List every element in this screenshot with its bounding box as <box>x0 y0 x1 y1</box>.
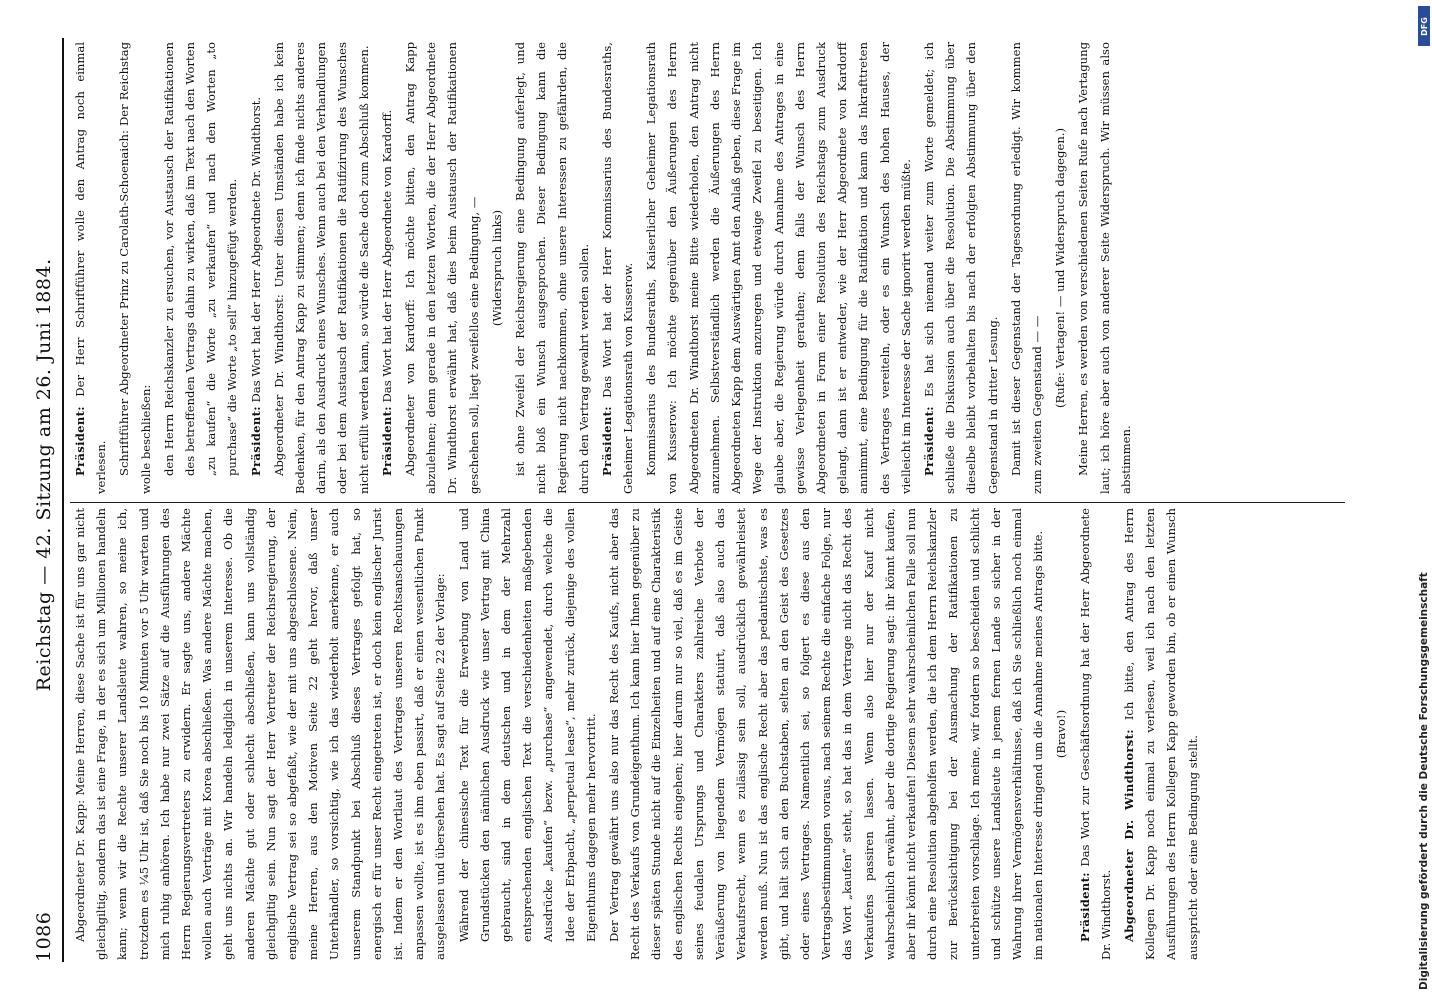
left-column <box>70 508 1345 960</box>
paragraph-text: Abgeordneter Dr. Windthorst: Unter diesen Umständen habe ich kein Bedenken, für den Antrag Kapp zu stimmen; denn ich finde nichts anderes darin, als den Ausdruck eines Wunsches. Wenn auch bei den Verhandlungen oder bei dem Austausch der Ratifikationen die Ratifizirung des Wunsches nicht erfüllt werden kann, so würde die Sache doch zum Abschluß kommen. <box>271 42 371 494</box>
paragraph-text: Während der chinesische Text für die Erwerbung von Land und Grundstücken den nämlichen Ausdruck wie unser Vertrag mit China gebraucht, sind in dem deutschen und in dem der Mehrzahl entsprechenden englischen Text die verschiedenheiten maßgebenden Ausdrücke „kaufen“ bezw. „purchase“ angewendet, durch welche die Idee der Erbpacht, „perpetual lease“, mehr zurück, diejenige des vollen Eigenthums dagegen mehr hervortritt. <box>456 508 598 942</box>
right-column <box>70 42 1345 494</box>
paragraph-text: Meine Herren, es werden von verschiedenen Seiten Rufe nach Vertagung laut; ich höre aber auch von anderer Seite Widerspruch. Wir müssen also abstimmen. <box>1076 42 1133 494</box>
paragraph-text: Der Herr Schriftführer wolle den Antrag noch einmal verlesen. <box>73 42 109 494</box>
speaker-label: Präsident: <box>73 406 87 476</box>
paragraph-text: (Widerspruch links) <box>489 209 504 327</box>
paragraph-text: (Bravo!) <box>1054 709 1069 759</box>
speaker-label: Präsident: <box>248 406 263 476</box>
digitization-credit <box>1401 0 1431 1000</box>
paragraph <box>454 508 602 960</box>
paragraph-text: Abgeordneter von Kardorff: Ich möchte bitten, den Antrag Kapp abzulehnen; denn gerade in den letzten Worten, die der Herr Abgeordnete Dr. Windthorst erwähnt hat, daß dies beim Austausch der Ratifikationen geschehen soll, liegt zweifellos eine Bedingung, — <box>403 42 481 494</box>
paragraph-text: Das Wort hat der Herr Kommissarius des Bundesraths, Geheimer Legationsrath von Kusserow. <box>599 42 636 494</box>
paragraph <box>377 42 398 494</box>
paragraph <box>487 42 508 494</box>
paragraph-text: Schriftführer Abgeordneter Prinz zu Carolath-Schoenaich: Der Reichstag wolle beschließen: <box>117 42 153 494</box>
paragraph <box>597 42 639 494</box>
paragraph <box>246 42 267 494</box>
paragraph <box>70 42 112 494</box>
paragraph <box>1075 508 1117 960</box>
paragraph-text: Abgeordneter Dr. Kapp: Meine Herren, diese Sache ist für uns gar nicht gleichgiltig, sondern das ist eine Frage, in der es sich um Millionen handeln kann; wenn wir die Rechte unserer Landsleute wahren, so meine ich, trotzdem es ¼5 Uhr ist, daß Sie noch bis 10 Minuten vor 5 Uhr warten und mich ruhig anhören. Ich habe nur zwei Sätze auf die Ausführungen des Herrn Regierungsvertreters zu erwidern. Er sagte uns, andere Mächte wollen auch Verträge mit Korea abschließen. Was andere Mächte machen, geht uns nichts an. Wir handeln lediglich in unserem Interesse. Ob die anderen Mächte gut oder schlecht abschließen, kann uns vollständig gleichgiltig sein. Nun sagt der Herr Vertreter der Reichsregierung, der englische Vertrag sei so abgefaßt, wie der mit uns abgeschlossene. Nein, meine Herren, aus den Motiven Seite 22 geht hervor, daß unser Unterhändler, so vorsichtig, wie ich das wiederholt anerkenne, er auch unserem Standpunkt bei Abschluß dieses Vertrages gefolgt hat, so energisch er für unser Recht eingetreten ist, er doch kein englischer Jurist ist. Indem er den Wortlaut des Vertrages unseren Rechtsanschauungen anpassen wollte, ist es ihm eben passirt, daß er einen wesentlichen Punkt ausgelassen und übersehen hat. Es sagt auf Seite 22 der Vorlage: <box>73 508 448 960</box>
paragraph-text: Ich bitte, den Antrag des Herrn Kollegen Dr. Kapp noch einmal zu verlesen, weil ich nach den letzten Ausführungen des Herrn Kollegen Kapp geworden bin, ob er einen Wunsch ausspricht oder eine Bedingung stellt. <box>1121 508 1200 960</box>
paragraph <box>604 508 1049 960</box>
paragraph <box>70 508 452 960</box>
paragraph <box>510 42 595 494</box>
paragraph-text: Kommissarius des Bundesraths, Kaiserlicher Geheimer Legationsrath von Kusserow: Ich möchte gegenüber den Äußerungen des Herrn Abgeordneten Dr. Windthorst meine Bitte wiederholen, den Antrag nicht anzunehmen. Selbstverständlich werden die Äußerungen des Herrn Abgeordneten Kapp dem Auswärtigen Amt den Anlaß geben, diese Frage im Wege der Instruktion anzuregen und etwaige Zweifel zu beseitigen. Ich glaube aber, die Regierung würde durch Annahme des Antrages in eine gewisse Verlegenheit gerathen; denn falls der Wunsch des Herrn Abgeordneten in Form einer Resolution des Reichstags zum Ausdruck gelangt, dann ist er entweder, wie der Herr Abgeordnete von Kardorff annimmt, eine Bedingung für die Ratifikation und kann das Inkrafttreten des Vertrages vereiteln, oder es ein Wunsch des hohen Hauses, der vielleicht im Interesse der Sache ignorirt werden müßte. <box>644 42 913 494</box>
page-header <box>30 38 58 962</box>
paragraph <box>1006 42 1048 494</box>
paragraph-text: Der Vertrag gewährt uns also nur das Recht des Kaufs, nicht aber das Recht des Verkaufs von Grundeigenthum. Ich kann hier Ihnen gegenüber zu dieser späten Stunde nicht auf die Einzelheiten und auf eine Charakteristik des englischen Rechts eingehen; hier darum nur so viel, daß es im Geiste seines feudalen Ursprungs und Charakters zahlreiche Verbote der Veräußerung von liegendem Vermögen statuirt, daß also auch das Verkaufsrecht, wenn es zulässig sein soll, ausdrücklich gewährleistet werden muß. Nun ist das englische Recht aber das pedantischste, was es gibt, und hält sich an den Buchstaben, selten an den Geist des Gesetzes oder eines Vertrages. Namentlich sei, so folgert es diese aus den Vertragsbestimmungen voraus, nach seinem Rechte die einfache Folge, nur das Wort „kaufen“ steht, so hat das in dem Vertrage nicht das Recht des Verkaufens passiren lassen. Wenn also hier nur der Kauf nicht wahrscheinlich erwähnt, aber die dortige Regierung sagt: ihr könnt kaufen, aber ihr könnt nicht verkaufen! Diesem sehr wahrscheinlichen Falle soll nun durch eine Resolution abgeholfen werden, die ich dem Herrn Reichskanzler zur Berücksichtigung bei der Ausmachung der Ratifikationen zu unterbreiten vorschlage. Ich meine, wir fordern so bescheiden und schlicht und schütze unsere Landsleute in jenem fernen Lande so sicher in der Wahrung ihrer Vermögensverhältnisse, daß ich Sie schließlich noch einmal im nationalen Interesse dringend um die Annahme meines Antrags bitte. <box>607 508 1046 960</box>
page-title: Reichstag — 42. Sitzung am 26. Juni 1884. <box>33 258 55 692</box>
page-number: 1086 <box>33 911 55 962</box>
paragraph-text: Das Wort zur Geschäftsordnung hat der Herr Abgeordnete Dr. Windthorst. <box>1077 508 1113 960</box>
paragraph <box>1119 508 1204 960</box>
speaker-label: Präsident: <box>599 406 614 476</box>
paragraph-text: Das Wort hat der Herr Abgeordnete von Kardorff. <box>379 109 394 407</box>
paragraph-text: Das Wort hat der Herr Abgeordnete Dr. Windthorst. <box>248 96 263 407</box>
speaker-label: Präsident: <box>379 406 394 476</box>
paragraph <box>114 42 156 494</box>
paragraph <box>641 42 917 494</box>
paragraph <box>1073 42 1137 494</box>
paragraph <box>1051 508 1072 960</box>
paragraph-text: den Herrn Reichskanzler zu ersuchen, vor Austausch der Ratifikationen des betreffenden Vertrags dahin zu wirken, daß im Text nach den Worten „zu kaufen“ die Worte „zu verkaufen“ und nach den Worten „to purchase“ die Worte „to sell“ hinzugefügt werden. <box>161 42 240 476</box>
speaker-label: Präsident: <box>1077 872 1092 942</box>
paragraph-text: Damit ist dieser Gegenstand der Tagesordnung erledigt. Wir kommen zum zweiten Gegenstand — — <box>1008 42 1044 494</box>
paragraph <box>159 42 244 494</box>
header-rule <box>62 38 64 962</box>
paragraph-text: (Rufe: Vertagen! — und Widerspruch dagegen.) <box>1053 128 1068 409</box>
paragraph-text: Es hat sich niemand weiter zum Worte gemeldet; ich schließe die Diskussion auch über die Resolution. Die Abstimmung über dieselbe bleibt vorbehalten bis nach der erfolgten Abstimmung über den Gegenstand in dritter Lesung. <box>921 42 1000 494</box>
speaker-label: Abgeordneter Dr. Windthorst: <box>1121 729 1136 942</box>
paragraph <box>269 42 375 494</box>
paragraph <box>400 42 485 494</box>
credit-text: Digitalisierung gefördert durch die Deutsche Forschungsgemeinschaft <box>1418 572 1430 990</box>
column-divider <box>70 502 1345 503</box>
paragraph <box>919 42 1004 494</box>
paragraph-text: ist ohne Zweifel der Reichsregierung eine Bedingung auferlegt, und nicht bloß ein Wunsch ausgesprochen. Dieser Bedingung kann die Regierung nicht nachkommen, ohne unsere Interessen zu gefährden, die durch den Vertrag gewahrt werden sollen. <box>513 42 591 494</box>
speaker-label: Präsident: <box>921 406 936 476</box>
paragraph <box>1050 42 1071 494</box>
dfg-logo: DFG <box>1418 6 1430 46</box>
